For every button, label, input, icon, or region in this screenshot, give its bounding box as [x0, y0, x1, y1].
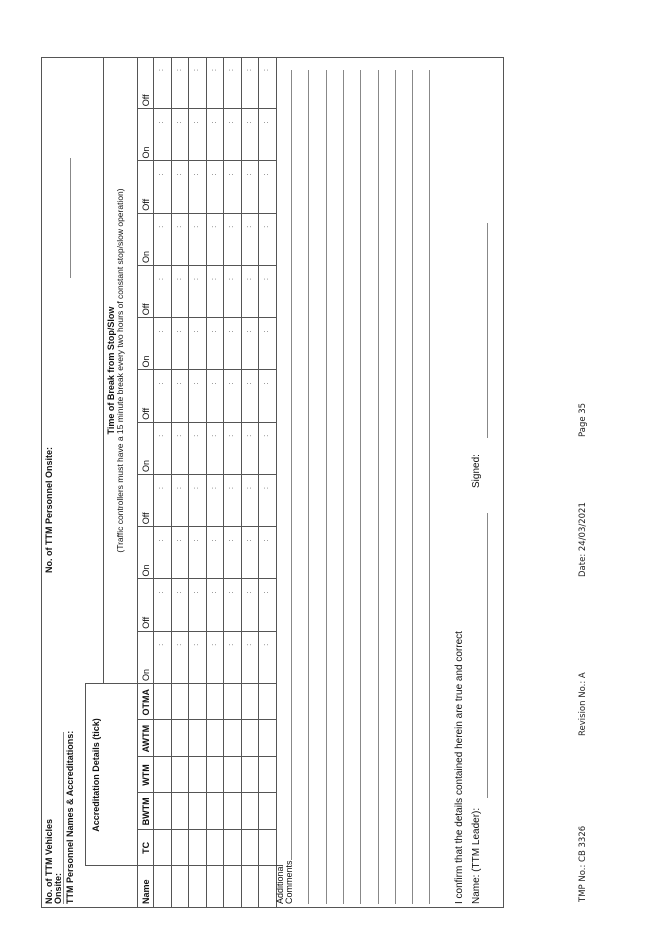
- break-time-cell[interactable]: [258, 162, 276, 214]
- time-separator: :: [228, 173, 235, 176]
- accreditation-tick-cell[interactable]: [153, 830, 171, 866]
- time-separator: :: [263, 591, 270, 594]
- time-separator: :: [210, 225, 218, 228]
- accreditation-tick-cell[interactable]: [206, 830, 224, 866]
- break-time-top-rule: [103, 57, 104, 684]
- break-time-cell[interactable]: [258, 266, 276, 318]
- break-time-cell[interactable]: [241, 109, 259, 161]
- time-separator: :: [228, 69, 235, 71]
- break-time-cell[interactable]: [188, 632, 206, 684]
- time-separator: :: [193, 487, 200, 489]
- break-time-cell[interactable]: [206, 580, 224, 632]
- accreditation-tick-cell[interactable]: [258, 793, 276, 829]
- time-separator: :: [175, 591, 183, 594]
- time-separator: :: [175, 330, 183, 333]
- accreditation-tick-cell[interactable]: [171, 757, 189, 793]
- break-time-cell[interactable]: [171, 57, 189, 109]
- accreditation-tick-cell[interactable]: [223, 684, 241, 720]
- time-separator: :: [228, 539, 235, 542]
- accreditation-tick-cell[interactable]: [258, 684, 276, 720]
- time-separator: :: [228, 434, 235, 437]
- leader-name-label: Name: (TTM Leader):: [471, 807, 482, 904]
- break-time-header: Time of Break from Stop/Slow: [106, 306, 116, 435]
- time-separator: :: [193, 591, 200, 594]
- break-time-cell[interactable]: [171, 109, 189, 161]
- time-separator: :: [193, 173, 200, 176]
- time-separator: :: [263, 121, 270, 124]
- break-time-cell[interactable]: [258, 580, 276, 632]
- accreditation-tick-cell[interactable]: [206, 684, 224, 720]
- break-time-cell[interactable]: [188, 266, 206, 318]
- break-time-cell[interactable]: [188, 423, 206, 475]
- break-time-cell[interactable]: [171, 475, 189, 527]
- name-column-header: Name: [141, 879, 151, 904]
- break-time-cell[interactable]: [258, 109, 276, 161]
- time-separator: :: [175, 69, 183, 71]
- break-time-cell[interactable]: [188, 57, 206, 109]
- time-separator: :: [193, 539, 200, 542]
- personnel-count-line[interactable]: [70, 158, 71, 278]
- comment-line[interactable]: [429, 70, 430, 904]
- break-time-cell[interactable]: [188, 109, 206, 161]
- break-column-on: On: [141, 459, 151, 472]
- break-time-cell[interactable]: [258, 632, 276, 684]
- break-time-cell[interactable]: [153, 475, 171, 527]
- time-separator: :: [245, 539, 253, 542]
- accreditation-tick-cell[interactable]: [241, 793, 259, 829]
- break-time-cell[interactable]: [153, 57, 171, 109]
- break-time-cell[interactable]: [223, 371, 241, 423]
- break-time-cell[interactable]: [171, 162, 189, 214]
- time-separator: :: [193, 225, 200, 228]
- break-time-cell[interactable]: [241, 214, 259, 266]
- break-time-cell[interactable]: [206, 266, 224, 318]
- time-separator: :: [263, 539, 270, 542]
- time-separator: :: [193, 121, 200, 124]
- accreditation-column-otma: OTMA: [141, 688, 151, 716]
- break-time-cell[interactable]: [171, 632, 189, 684]
- footer-tmp-no: TMP No.: CB 3326: [578, 825, 588, 902]
- time-separator: :: [175, 643, 183, 646]
- break-time-cell[interactable]: [206, 214, 224, 266]
- break-time-cell[interactable]: [223, 527, 241, 579]
- time-separator: :: [228, 121, 235, 124]
- time-separator: :: [210, 173, 218, 176]
- break-time-cell[interactable]: [188, 475, 206, 527]
- accreditation-column-wtm: WTM: [141, 764, 151, 786]
- name-cell[interactable]: [206, 866, 224, 908]
- break-time-cell[interactable]: [258, 527, 276, 579]
- time-separator: :: [193, 330, 200, 333]
- accreditation-tick-cell[interactable]: [241, 830, 259, 866]
- break-time-cell[interactable]: [153, 109, 171, 161]
- time-separator: :: [175, 539, 183, 542]
- break-time-cell[interactable]: [206, 109, 224, 161]
- accreditation-tick-cell[interactable]: [258, 720, 276, 756]
- break-time-cell[interactable]: [188, 214, 206, 266]
- time-separator: :: [158, 591, 165, 594]
- time-separator: :: [175, 434, 183, 437]
- break-time-cell[interactable]: [258, 318, 276, 370]
- break-time-cell[interactable]: [188, 162, 206, 214]
- time-separator: :: [228, 225, 235, 228]
- time-separator: :: [193, 278, 200, 280]
- break-time-cell[interactable]: [188, 318, 206, 370]
- break-time-cell[interactable]: [153, 318, 171, 370]
- time-separator: :: [193, 69, 200, 71]
- accreditation-tick-cell[interactable]: [188, 757, 206, 793]
- break-column-off: Off: [141, 512, 151, 525]
- break-time-cell[interactable]: [206, 632, 224, 684]
- name-cell[interactable]: [241, 866, 259, 908]
- accreditation-tick-cell[interactable]: [171, 684, 189, 720]
- break-time-cell[interactable]: [223, 266, 241, 318]
- time-separator: :: [158, 173, 165, 176]
- accreditation-tick-cell[interactable]: [188, 684, 206, 720]
- vehicles-count-line[interactable]: [63, 732, 64, 904]
- time-separator: :: [263, 434, 270, 437]
- accreditation-tick-cell[interactable]: [206, 793, 224, 829]
- accreditation-tick-cell[interactable]: [241, 757, 259, 793]
- break-time-cell[interactable]: [258, 423, 276, 475]
- column-header-rule: [137, 57, 138, 908]
- accreditation-tick-cell[interactable]: [258, 757, 276, 793]
- break-time-cell[interactable]: [171, 580, 189, 632]
- comments-label-2: Comments: [284, 860, 294, 904]
- accreditation-left-divider: [85, 865, 137, 866]
- break-time-cell[interactable]: [241, 580, 259, 632]
- time-separator: :: [228, 382, 235, 385]
- time-separator: :: [158, 382, 165, 385]
- time-separator: :: [210, 643, 218, 646]
- time-separator: :: [158, 121, 165, 124]
- time-separator: :: [263, 487, 270, 489]
- comment-line[interactable]: [343, 70, 344, 904]
- time-separator: :: [245, 330, 253, 333]
- break-column-on: On: [141, 146, 151, 159]
- time-separator: :: [245, 643, 253, 646]
- time-separator: :: [193, 434, 200, 437]
- break-time-cell[interactable]: [171, 266, 189, 318]
- time-separator: :: [210, 278, 218, 280]
- comment-line[interactable]: [412, 70, 413, 904]
- break-time-cell[interactable]: [241, 266, 259, 318]
- time-separator: :: [210, 434, 218, 437]
- time-separator: :: [245, 69, 253, 71]
- break-time-cell[interactable]: [206, 162, 224, 214]
- time-separator: :: [245, 173, 253, 176]
- break-time-cell[interactable]: [153, 371, 171, 423]
- accreditation-column-awtm: AWTM: [141, 724, 151, 753]
- break-time-cell[interactable]: [241, 475, 259, 527]
- accreditation-tick-cell[interactable]: [241, 684, 259, 720]
- time-separator: :: [245, 225, 253, 228]
- vehicles-label: No. of TTM Vehicles: [44, 818, 54, 904]
- time-separator: :: [263, 173, 270, 176]
- break-time-cell[interactable]: [206, 423, 224, 475]
- break-time-cell[interactable]: [153, 580, 171, 632]
- break-time-cell[interactable]: [241, 57, 259, 109]
- accreditation-tick-cell[interactable]: [258, 830, 276, 866]
- name-cell[interactable]: [171, 866, 189, 908]
- accreditation-tick-cell[interactable]: [241, 720, 259, 756]
- signed-label: Signed:: [471, 454, 482, 488]
- vehicles-label-onsite: Onsite:: [53, 872, 63, 904]
- break-time-cell[interactable]: [241, 632, 259, 684]
- time-separator: :: [175, 382, 183, 385]
- break-column-on: On: [141, 564, 151, 577]
- time-separator: :: [158, 330, 165, 333]
- time-separator: :: [245, 487, 253, 489]
- break-time-cell[interactable]: [206, 318, 224, 370]
- break-time-cell[interactable]: [171, 423, 189, 475]
- break-time-cell[interactable]: [241, 162, 259, 214]
- time-separator: :: [228, 591, 235, 594]
- time-separator: :: [210, 330, 218, 333]
- break-time-cell[interactable]: [241, 423, 259, 475]
- time-separator: :: [158, 278, 165, 280]
- break-time-note: (Traffic controllers must have a 15 minute break every two hours of constant stop/slow operation): [115, 188, 125, 553]
- break-column-off: Off: [141, 616, 151, 629]
- accreditation-tick-cell[interactable]: [206, 757, 224, 793]
- comment-line[interactable]: [308, 70, 309, 904]
- break-time-cell[interactable]: [223, 214, 241, 266]
- comment-line[interactable]: [395, 70, 396, 904]
- break-column-on: On: [141, 250, 151, 263]
- time-separator: :: [228, 330, 235, 333]
- name-cell[interactable]: [188, 866, 206, 908]
- time-separator: :: [263, 643, 270, 646]
- time-separator: :: [210, 69, 218, 71]
- break-time-cell[interactable]: [153, 162, 171, 214]
- footer-page: Page 35: [578, 402, 588, 437]
- footer-revision: Revision No.: A: [578, 672, 588, 736]
- break-time-cell[interactable]: [206, 527, 224, 579]
- accreditation-tick-cell[interactable]: [223, 720, 241, 756]
- accreditation-tick-cell[interactable]: [223, 757, 241, 793]
- break-column-on: On: [141, 355, 151, 368]
- break-time-cell[interactable]: [223, 109, 241, 161]
- break-time-cell[interactable]: [206, 475, 224, 527]
- time-separator: :: [263, 225, 270, 228]
- accreditation-tick-cell[interactable]: [171, 830, 189, 866]
- time-separator: :: [193, 382, 200, 385]
- time-separator: :: [210, 539, 218, 542]
- break-time-cell[interactable]: [206, 371, 224, 423]
- accreditation-tick-cell[interactable]: [188, 830, 206, 866]
- comment-line[interactable]: [378, 70, 379, 904]
- accreditation-tick-cell[interactable]: [171, 793, 189, 829]
- break-time-cell[interactable]: [223, 318, 241, 370]
- accreditation-tick-cell[interactable]: [206, 720, 224, 756]
- accreditation-header: Accreditation Details (tick): [91, 718, 101, 832]
- break-time-cell[interactable]: [153, 214, 171, 266]
- time-separator: :: [263, 278, 270, 280]
- time-separator: :: [158, 225, 165, 228]
- accreditation-tick-cell[interactable]: [153, 793, 171, 829]
- footer-date: Date: 24/03/2021: [578, 502, 588, 577]
- time-separator: :: [158, 643, 165, 646]
- time-separator: :: [158, 434, 165, 437]
- time-separator: :: [175, 173, 183, 176]
- time-separator: :: [228, 278, 235, 280]
- break-time-cell[interactable]: [153, 423, 171, 475]
- break-time-cell[interactable]: [258, 214, 276, 266]
- accreditation-top-rule: [85, 684, 86, 866]
- signature-line[interactable]: [487, 223, 488, 438]
- accreditation-tick-cell[interactable]: [153, 720, 171, 756]
- break-time-cell[interactable]: [223, 423, 241, 475]
- break-time-cell[interactable]: [258, 475, 276, 527]
- break-time-cell[interactable]: [258, 57, 276, 109]
- leader-name-line[interactable]: [487, 513, 488, 798]
- time-separator: :: [210, 121, 218, 124]
- break-time-cell[interactable]: [206, 57, 224, 109]
- time-separator: :: [193, 643, 200, 646]
- comments-label: Additional: [275, 864, 285, 904]
- break-time-cell[interactable]: [153, 527, 171, 579]
- break-column-off: Off: [141, 303, 151, 316]
- break-time-cell[interactable]: [188, 527, 206, 579]
- break-time-cell[interactable]: [171, 214, 189, 266]
- break-time-cell[interactable]: [171, 371, 189, 423]
- accreditation-tick-cell[interactable]: [153, 684, 171, 720]
- break-time-cell[interactable]: [223, 580, 241, 632]
- break-column-off: Off: [141, 198, 151, 211]
- time-separator: :: [175, 278, 183, 280]
- comment-line[interactable]: [291, 70, 292, 860]
- break-time-cell[interactable]: [171, 527, 189, 579]
- break-column-off: Off: [141, 94, 151, 107]
- time-separator: :: [228, 643, 235, 646]
- time-separator: :: [263, 382, 270, 385]
- confirmation-statement: I confirm that the details contained herein are true and correct: [454, 631, 465, 904]
- break-time-cell[interactable]: [241, 527, 259, 579]
- break-time-cell[interactable]: [188, 371, 206, 423]
- accreditation-tick-cell[interactable]: [188, 793, 206, 829]
- time-separator: :: [228, 487, 235, 489]
- time-separator: :: [210, 487, 218, 489]
- personnel-onsite-label: No. of TTM Personnel Onsite:: [44, 446, 54, 573]
- personnel-names-label: TTM Personnel Names & Accreditations:: [65, 730, 75, 904]
- name-cell[interactable]: [153, 866, 171, 908]
- time-separator: :: [175, 487, 183, 489]
- break-time-cell[interactable]: [241, 318, 259, 370]
- break-column-on: On: [141, 668, 151, 681]
- time-separator: :: [263, 69, 270, 71]
- break-column-off: Off: [141, 407, 151, 420]
- break-time-cell[interactable]: [223, 162, 241, 214]
- accreditation-tick-cell[interactable]: [153, 757, 171, 793]
- break-time-cell[interactable]: [223, 57, 241, 109]
- break-time-cell[interactable]: [171, 318, 189, 370]
- time-separator: :: [245, 121, 253, 124]
- time-separator: :: [263, 330, 270, 333]
- break-time-cell[interactable]: [258, 371, 276, 423]
- time-separator: :: [158, 487, 165, 489]
- accreditation-tick-cell[interactable]: [171, 720, 189, 756]
- time-separator: :: [210, 382, 218, 385]
- break-time-cell[interactable]: [223, 632, 241, 684]
- time-separator: :: [245, 434, 253, 437]
- break-time-cell[interactable]: [153, 266, 171, 318]
- time-separator: :: [245, 591, 253, 594]
- comment-line[interactable]: [326, 70, 327, 904]
- time-separator: :: [158, 539, 165, 542]
- break-time-cell[interactable]: [188, 580, 206, 632]
- accreditation-tick-cell[interactable]: [223, 793, 241, 829]
- time-separator: :: [158, 69, 165, 71]
- name-cell[interactable]: [258, 866, 276, 908]
- time-separator: :: [245, 382, 253, 385]
- accreditation-column-tc: TC: [141, 841, 151, 854]
- time-separator: :: [175, 121, 183, 124]
- break-time-cell[interactable]: [153, 632, 171, 684]
- break-time-cell[interactable]: [223, 475, 241, 527]
- name-cell[interactable]: [223, 866, 241, 908]
- accreditation-tick-cell[interactable]: [188, 720, 206, 756]
- comment-line[interactable]: [360, 70, 361, 904]
- table-row-rule: [276, 57, 277, 908]
- ttm-record-form: [41, 57, 504, 908]
- accreditation-tick-cell[interactable]: [223, 830, 241, 866]
- time-separator: :: [175, 225, 183, 228]
- time-separator: :: [245, 278, 253, 280]
- accreditation-column-bwtm: BWTM: [141, 797, 151, 826]
- time-separator: :: [210, 591, 218, 594]
- break-time-cell[interactable]: [241, 371, 259, 423]
